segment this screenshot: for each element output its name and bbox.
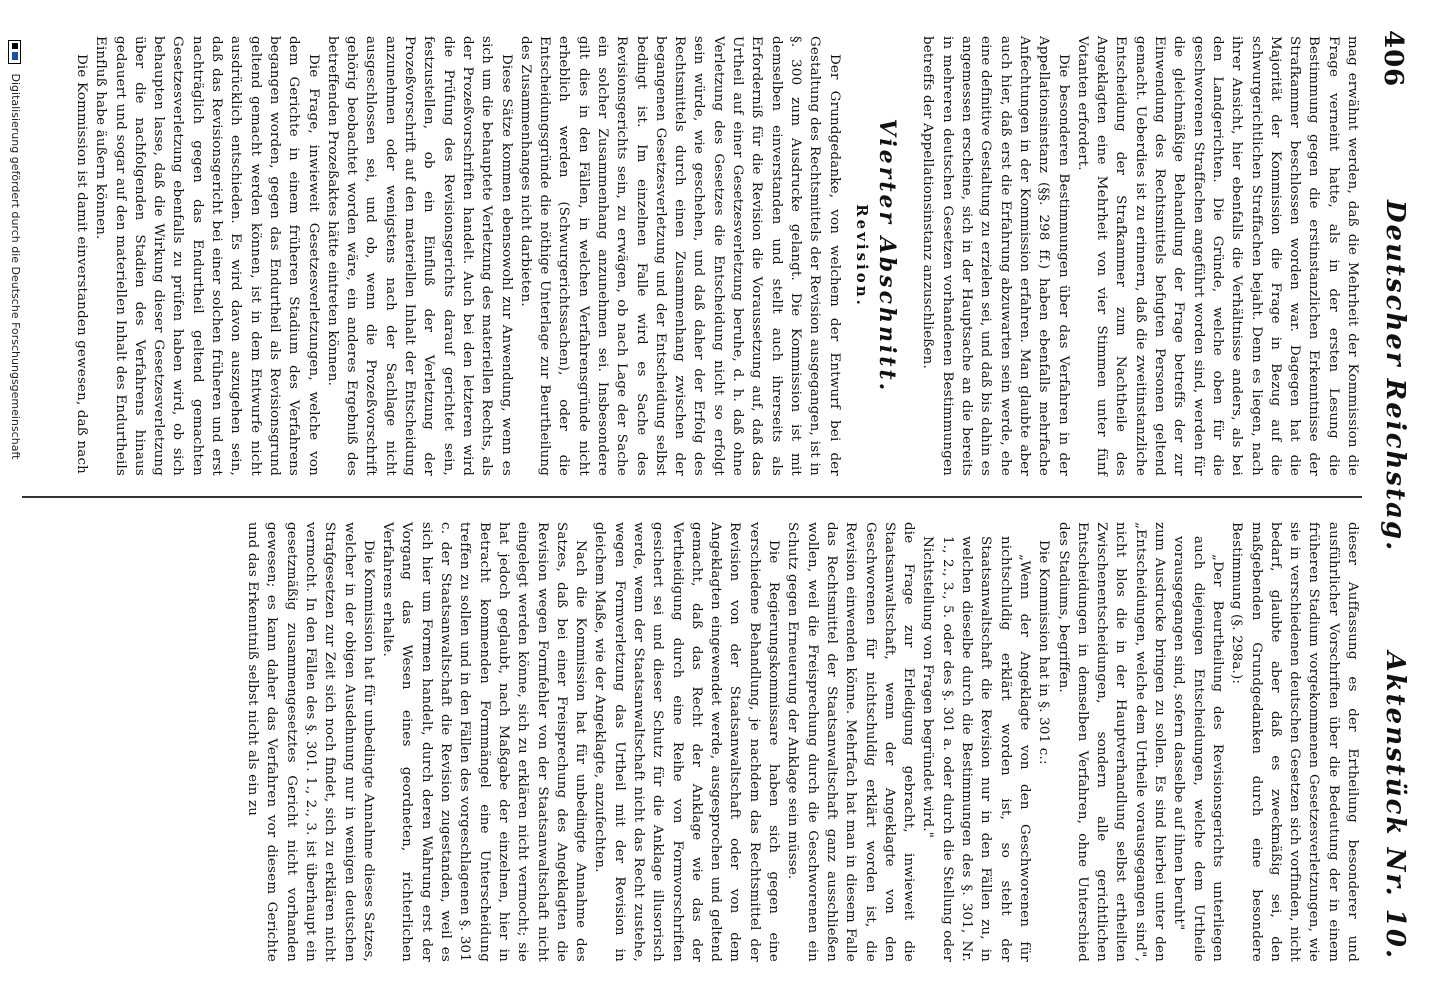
- quoted-provision: „Wenn der Angeklagte von den Geschworenen für nichtschuldig erklärt worden ist, so steht der Staatsanwaltschaft die Revision nur in den Fällen zu, in welchen dieselbe durch die Bestimmungen des §. 301, Nr. 1., 2., 3., 5. oder des §. 301 a. oder durch die Stellung oder Nichtstellung von Fragen begründet wird.": [920, 536, 1032, 962]
- right-column: [243, 522, 1362, 962]
- page-number: 406: [1378, 30, 1408, 88]
- digitization-note: Digitalisierung gefördert durch die Deutsche Forschungsgemeinschaft: [9, 73, 22, 460]
- paragraph: Diese Sätze kommen ebensowohl zur Anwendung, wenn es sich um die behauptete Verletzung des materiellen Rechts, als der Prozeßvorschriften handelt. Auch bei den letzteren wird die Prüfung des Revisionsgerichts darauf gerichtet sein, festzustellen, ob ein Einfluß der Verletzung der Prozeßvorschrift auf den materiellen Inhalt der Entscheidung anzunehmen oder wenigstens nach der Sachlage nicht ausgeschlossen sei, und ob, wenn die Prozeßvorschrift gehörig beobachtet worden wäre, ein anderes Ergebniß des betreffenden Prozeßaktes hätte eintreten können.: [324, 36, 514, 476]
- subsection-heading: Revision.: [852, 204, 871, 308]
- paragraph: Die Kommission hat in §. 301 c.:: [1036, 540, 1052, 765]
- paragraph: Die Regierungskommissare haben sich gegen eine verschiedene Behandlung, je nachdem das Rechtsmittel der Revision von der Staatsanwaltschaft oder von dem Angeklagten eingewendet werde, ausgesprochen und geltend gemacht, daß das Recht der Anklage wie das der Vertheidigung durch eine Reihe von Formvorschriften gesichert sei und dieser Schutz für die Anklage illusorisch werde, wenn der Staatsanwaltschaft nicht das Recht zustehe, wegen Formverletzung das Urtheil mit der Revision in gleichem Maße, wie der Angeklagte, anzufechten.: [592, 522, 782, 962]
- paragraph: die Frage zur Erledigung gebracht, inwieweit die Staatsanwaltschaft, wenn der Angeklagte von den Geschworenen für nichtschuldig erklärt worden ist, die Revision einwenden könne. Mehrfach hat man in diesem Falle das Rechtsmittel der Staatsanwaltschaft ganz ausschließen wollen, weil die Freisprechung durch die Geschworenen ein Schutz gegen Erneuerung der Anklage sein müsse.: [785, 522, 917, 962]
- dfg-logo-icon: [9, 40, 22, 64]
- paragraph: Die Kommission hat für unbedingte Annahme dieses Satzes, welcher in der obigen Ausdehnung nur in wenigen deutschen Strafgesetzen zur Zeit sich noch findet, sich zu erklären nicht vermocht. In den Fällen des §. 301. 1., 2., 3. ist überhaupt ein gesetzmäßig zusammengesetztes Gericht nicht vorhanden gewesen; es kann daher das Verfahren vor diesem Gerichte und das Erkenntniß selbst nicht als ein zu: [245, 522, 376, 962]
- paragraph: Nach die Kommission hat für unbedingte Annahme des Satzes, daß bei einer Freisprechung des Angeklagten die Revision wegen Formfehler von der Staatsanwaltschaft nicht eingelegt werden könne, sich zu erklären nicht vermocht; sie hat jedoch geglaubt, nach Maßgabe der einzelnen, hier in Betracht kommenden Formmängel eine Unterscheidung treffen zu sollen und in den Fällen des vorgeschlagenen §. 301 c. der Staatsanwaltschaft die Revision zugestanden, weil es sich hier um Formen handelt, durch deren Wahrung erst der Vorgang das Wesen eines geordneten, richterlichen Verfahrens erhalte.: [380, 522, 589, 962]
- paragraph: Die besonderen Bestimmungen über das Verfahren in der Appellationsinstanz (§§. 298 ff.) haben ebenfalls mehrfache Anfechtungen in der Kommission erfahren. Man glaubte aber auch hier, daß erst die Erfahrung abzuwarten sein werde, ehe eine definitive Gestaltung zu erzielen sei, und daß bis dahin es angemessen erscheine, sich in der Hauptsache an die bereits in mehreren deutschen Gesetzen vorhandenen Bestimmungen betreffs der Appellationsinstanz anzuschließen.: [920, 36, 1071, 476]
- digitization-footer: [9, 40, 23, 980]
- left-column: [72, 36, 1362, 476]
- paragraph: dieser Auffassung es der Ertheilung besonderer und ausführlicher Vorschriften über die Bedeutung der in einem früheren Stadium vorgekommenen Gesetzesverletzungen, wie sie in verschiedenen deutschen Gesetzen sich vorfinden, nicht bedarf, glaubte aber daß es zweckmäßig sei, den maßgebenden Grundgedanken durch eine besondere Bestimmung (§. 298a.):: [1229, 522, 1360, 962]
- header-title: Deutscher Reichstag.: [1380, 200, 1410, 553]
- paragraph: zum Ausdrucke bringen zu sollen. Es sind hierbei unter den „Entscheidungen, welche dem Urtheile vorausgegangen sind", nicht blos die in der Hauptverhandlung selbst ertheilten Zwischenentscheidungen, sondern alle gerichtlichen Entscheidungen in demselben Verfahren, ohne Unterschied des Stadiums, begriffen.: [1055, 522, 1168, 962]
- paragraph: mag erwähnt werden, daß die Mehrheit der Kommission die Frage verneint hatte, als in der ersten Lesung die Bestimmung gegen die erstinstanzlichen Erkenntnisse der Strafkammer beschlossen worden war. Dagegen hat die Majorität der Kommission die Frage in Bezug auf die schwurgerichtlichen Straffachen bejaht. Denn es liegen, nach ihrer Ansicht, hier ebenfalls die Verhältnisse anders, als bei den Landgerichten. Die Gründe, welche oben für die geschworenen Straffachen angeführt worden sind, werden für die gleichmäßige Behandlung der Frage betreffs der zur Einwendung des Rechtsmittels befugten Personen geltend gemacht. Ueberdies ist zu erinnern, daß die zweitinstanzliche Entscheidung der Strafkammer zum Nachtheile des Angeklagten eine Mehrheit von vier Stimmen unter fünf Votanten erfordert.: [1074, 36, 1360, 476]
- section-heading: Vierter Abschnitt.: [874, 118, 901, 394]
- paragraph: Der Grundgedanke, von welchem der Entwurf bei der Gestaltung des Rechtsmittels der Revision ausgegangen, ist in §. 300 zum Ausdrucke gelangt. Die Kommission ist mit demselben einverstanden und stellt auch ihrerseits als Erforderniß für die Revision die Voraussetzung auf, daß das Urtheil auf einer Gesetzesverletzung beruhe, d. h. daß ohne Verletzung des Gesetzes die Entscheidung nicht so erfolgt sein würde, wie geschehen, und daß daher der Erfolg des Rechtsmittels durch einen Zusammenhang zwischen der begangenen Gesetzesverletzung und der Entscheidung selbst bedingt ist. Im einzelnen Falle wird es Sache des Revisionsgerichts sein, zu erwägen, ob nach Lage der Sache ein solcher Zusammenhang anzunehmen sei. Insbesondere gilt dies in den Fällen, in welchen Verfahrensgründe nicht erheblich werden (Schwurgerichtssachen), oder die Entscheidungsgründe die nöthige Unterlage zur Beurtheilung des Zusammenhanges nicht darbieten.: [517, 36, 842, 476]
- page-header: [1370, 0, 1414, 1000]
- paragraph: Die Frage, inwieweit Gesetzesverletzungen, welche von dem Gerichte in einem früheren Stadium des Verfahrens begangen worden, gegen das Endurtheil als Revisionsgrund geltend gemacht werden können, ist in dem Entwurfe nicht ausdrücklich entschieden. Es wird davon auszugehen sein, daß das Revisionsgericht bei einer solchen früheren und erst nachträglich gegen das Endurtheil geltend gemachten Gesetzesverletzung ebenfalls zu prüfen haben wird, ob sich behaupten lasse, daß die Wirkung dieser Gesetzesverletzung über die nachfolgenden Stadien des Verfahrens hinaus gedauert und sogar auf den materiellen Inhalt des Endurtheils Einfluß habe äußern können.: [93, 36, 321, 476]
- paragraph: Die Kommission ist damit einverstanden gewesen, daß nach: [74, 54, 89, 474]
- quoted-provision: „Der Beurtheilung des Revisionsgerichts unterliegen auch diejenigen Entscheidungen, welche dem Urtheile vorausgegangen sind, sofern dasselbe auf ihnen beruht": [1171, 536, 1225, 962]
- document-reference: Aktenstück Nr. 10.: [1380, 651, 1410, 960]
- column-divider: [22, 496, 1362, 498]
